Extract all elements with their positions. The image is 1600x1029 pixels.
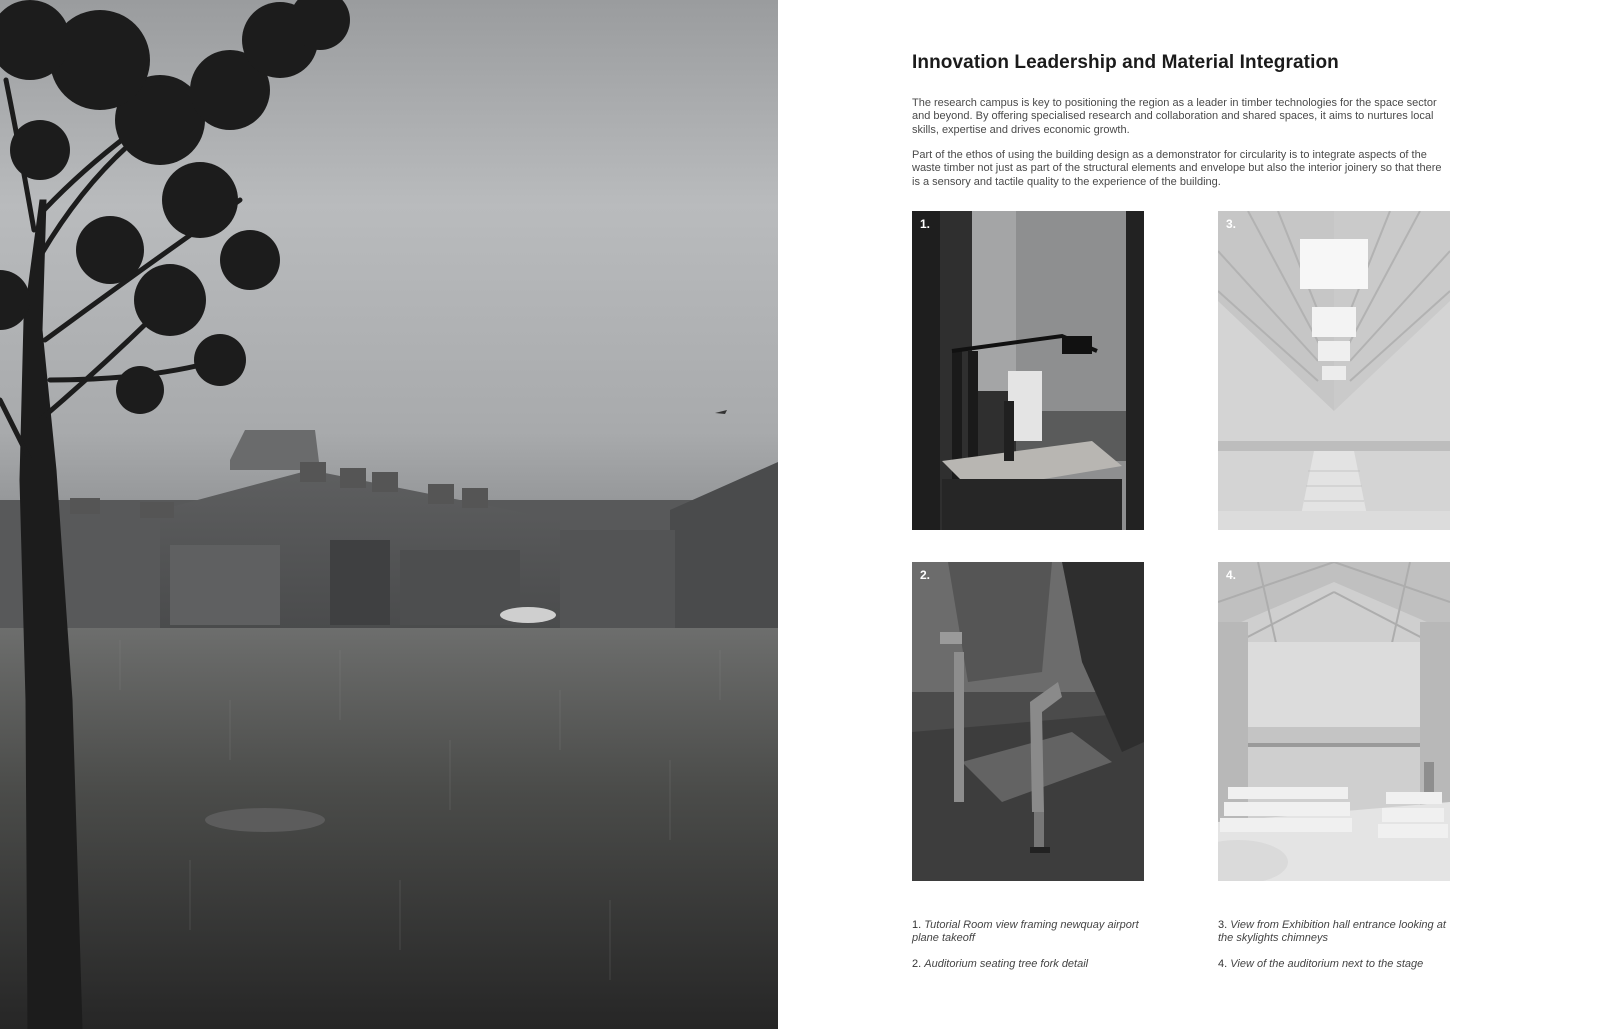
photo-exhibition-hall [1218, 211, 1450, 530]
photo-number: 4. [1226, 568, 1237, 582]
caption-text: View from Exhibition hall entrance looking at the skylights chimneys [1218, 919, 1446, 945]
caption-photo-2 [912, 958, 1152, 971]
photo-number: 2. [920, 568, 931, 582]
caption-photo-1 [912, 919, 1152, 946]
caption-number: 1. [912, 919, 922, 931]
intro-paragraph: The research campus is key to positioning the region as a leader in timber technologies for the space sector and beyond. By offering specialised research and collaboration and shared spaces, it aims to nurtures local skills, expertise and drives economic growth. [912, 97, 1437, 136]
exhibition-hall-render [1218, 211, 1450, 530]
caption-number: 3. [1218, 919, 1228, 931]
grass-field [0, 628, 778, 1029]
page-title: Innovation Leadership and Material Integration [912, 52, 1339, 73]
auditorium-seating-render [912, 562, 1144, 881]
photo-tutorial-room [912, 211, 1144, 530]
airplane-icon [715, 410, 727, 414]
tutorial-room-render [912, 211, 1144, 530]
log [205, 808, 325, 832]
hero-render-image [0, 0, 778, 1029]
circularity-paragraph: Part of the ethos of using the building design as a demonstrator for circularity is to integrate aspects of the waste timber not just as part of the structural elements and envelope but also the interior joinery so that there is a sensory and tactile quality to the experience of the building. [912, 149, 1442, 188]
caption-text: View of the auditorium next to the stage [1230, 958, 1424, 970]
auditorium-stage-render [1218, 562, 1450, 881]
rainy-campus-scene [0, 0, 778, 1029]
photo-auditorium-seating [912, 562, 1144, 881]
caption-photo-3 [1218, 919, 1458, 946]
photo-number: 1. [920, 217, 931, 231]
caption-number: 4. [1218, 958, 1228, 970]
photo-auditorium-stage [1218, 562, 1450, 881]
caption-text: Auditorium seating tree fork detail [924, 958, 1089, 970]
photo-number: 3. [1226, 217, 1237, 231]
caption-photo-4 [1218, 958, 1458, 971]
caption-number: 2. [912, 958, 922, 970]
campus-buildings [0, 430, 778, 630]
caption-text: Tutorial Room view framing newquay airport plane takeoff [912, 919, 1139, 945]
